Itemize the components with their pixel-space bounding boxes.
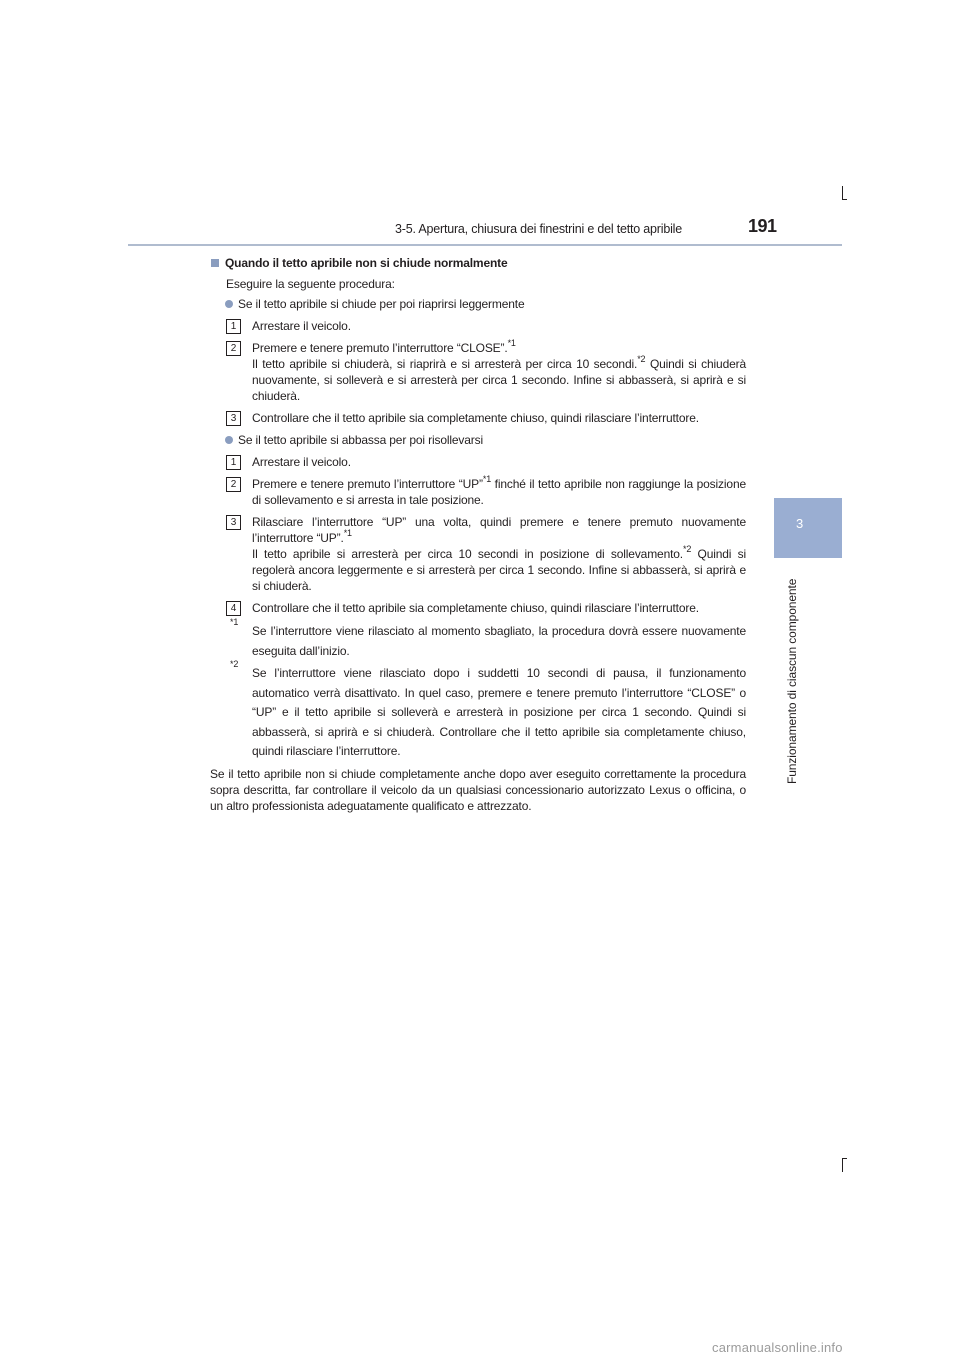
step-text: Arrestare il veicolo.: [252, 455, 351, 469]
crop-mark-bottom: [842, 1158, 843, 1172]
step-text: Rilasciare l’interruttore “UP” una volta, quindi premere e tenere premuto nuovamente l’interruttore “UP”.: [252, 515, 746, 545]
watermark: carmanualsonline.info: [712, 1340, 843, 1355]
case-1-step-1: [210, 318, 746, 334]
step-number-badge: 1: [226, 319, 241, 334]
section-title: 3-5. Apertura, chiusura dei finestrini e del tetto apribile: [395, 222, 682, 236]
step-text: Controllare che il tetto apribile sia completamente chiuso, quindi rilasciare l’interruttore.: [252, 411, 699, 425]
step-text: Premere e tenere premuto l’interruttore “UP”: [252, 477, 483, 491]
step-text: Quindi si chiuderà nuovamente, si solleverà e si arresterà per circa 1 secondo. Infine si abbasserà, si aprirà e si chiuderà.: [252, 357, 746, 403]
step-number-badge: 1: [226, 455, 241, 470]
footnote-ref: *1: [482, 474, 492, 484]
page-number: 191: [748, 216, 777, 236]
footnote-ref: *2: [682, 544, 692, 554]
case-1-step-3: [210, 410, 746, 426]
chapter-number: 3: [796, 516, 804, 531]
step-text: Il tetto apribile si arresterà per circa 10 secondi in posizione di sollevamento.: [252, 547, 683, 561]
step-text: Premere e tenere premuto l’interruttore “CLOSE”.: [252, 341, 508, 355]
step-text: Il tetto apribile si chiuderà, si riaprirà e si arresterà per circa 10 secondi.: [252, 357, 638, 371]
main-content: [210, 255, 746, 814]
case-2-title: Se il tetto apribile si abbassa per poi risollevarsi: [210, 432, 746, 448]
case-2-step-3: [210, 514, 746, 594]
case-2-step-4: [210, 600, 746, 616]
case-1-step-2: [210, 340, 746, 404]
footnote-ref: *1: [343, 528, 352, 538]
step-number-badge: 2: [226, 341, 241, 356]
case-1-title: Se il tetto apribile si chiude per poi riaprirsi leggermente: [210, 296, 746, 312]
footnote-ref: *1: [507, 338, 516, 348]
footnote-2: *2 Se l’interruttore viene rilasciato dopo i suddetti 10 secondi di pausa, il funzionamento automatico verrà disattivato. In quel caso, premere e tenere premuto l’interruttore “CLOSE” o “UP” e il tetto apribile si solleverà e arresterà in posizione per circa 1 secondo. Quindi si abbasserà, si aprirà e si chiuderà. Controllare che il tetto apribile sia completamente chiuso, quindi rilasciare l’interruttore.: [230, 659, 746, 758]
footnote-1: *1 Se l’interruttore viene rilasciato al momento sbagliato, la procedura dovrà essere nuovamente eseguita dall’inizio.: [230, 617, 746, 658]
footnote-ref: *2: [637, 354, 646, 364]
step-text: Controllare che il tetto apribile sia completamente chiuso, quindi rilasciare l’interruttore.: [252, 601, 699, 615]
chapter-title: Funzionamento di ciascun componente: [785, 578, 799, 784]
intro-text: Eseguire la seguente procedura:: [226, 277, 395, 291]
step-number-badge: 4: [226, 601, 241, 616]
footnote-text: Se l’interruttore viene rilasciato al momento sbagliato, la procedura dovrà essere nuovamente eseguita dall’inizio.: [252, 624, 746, 658]
header-divider: [128, 244, 842, 246]
closing-paragraph: Se il tetto apribile non si chiude completamente anche dopo aver eseguito correttamente la procedura sopra descritta, far controllare il veicolo da un qualsiasi concessionario autorizzato Lexus o officina, o un altro professionista adeguatamente qualificato e attrezzato.: [210, 766, 746, 813]
step-text: Arrestare il veicolo.: [252, 319, 351, 333]
case-2-step-1: [210, 454, 746, 470]
footnote-text: Se l’interruttore viene rilasciato dopo i suddetti 10 secondi di pausa, il funzionamento automatico verrà disattivato. In quel caso, premere e tenere premuto l’interruttore “CLOSE” o “UP” e il tetto apribile si solleverà e arresterà in posizione per circa 1 secondo. Quindi si abbasserà, si aprirà e si chiuderà. Controllare che il tetto apribile sia completamente chiuso, quindi rilasciare l’interruttore.: [252, 666, 746, 758]
step-number-badge: 3: [226, 515, 241, 530]
step-text: finché il tetto apribile non raggiunge la posizione di sollevamento e si arresta in tale posizione.: [252, 477, 746, 507]
case-2-step-2: [210, 476, 746, 508]
chapter-tab: [774, 498, 842, 558]
step-number-badge: 2: [226, 477, 241, 492]
step-number-badge: 3: [226, 411, 241, 426]
section-heading: Quando il tetto apribile non si chiude normalmente: [210, 255, 746, 271]
step-text: Quindi si regolerà ancora leggermente e si arresterà per circa 1 secondo. Infine si abbasserà, si aprirà e si chiuderà.: [252, 547, 746, 593]
crop-mark-top: [842, 186, 843, 200]
